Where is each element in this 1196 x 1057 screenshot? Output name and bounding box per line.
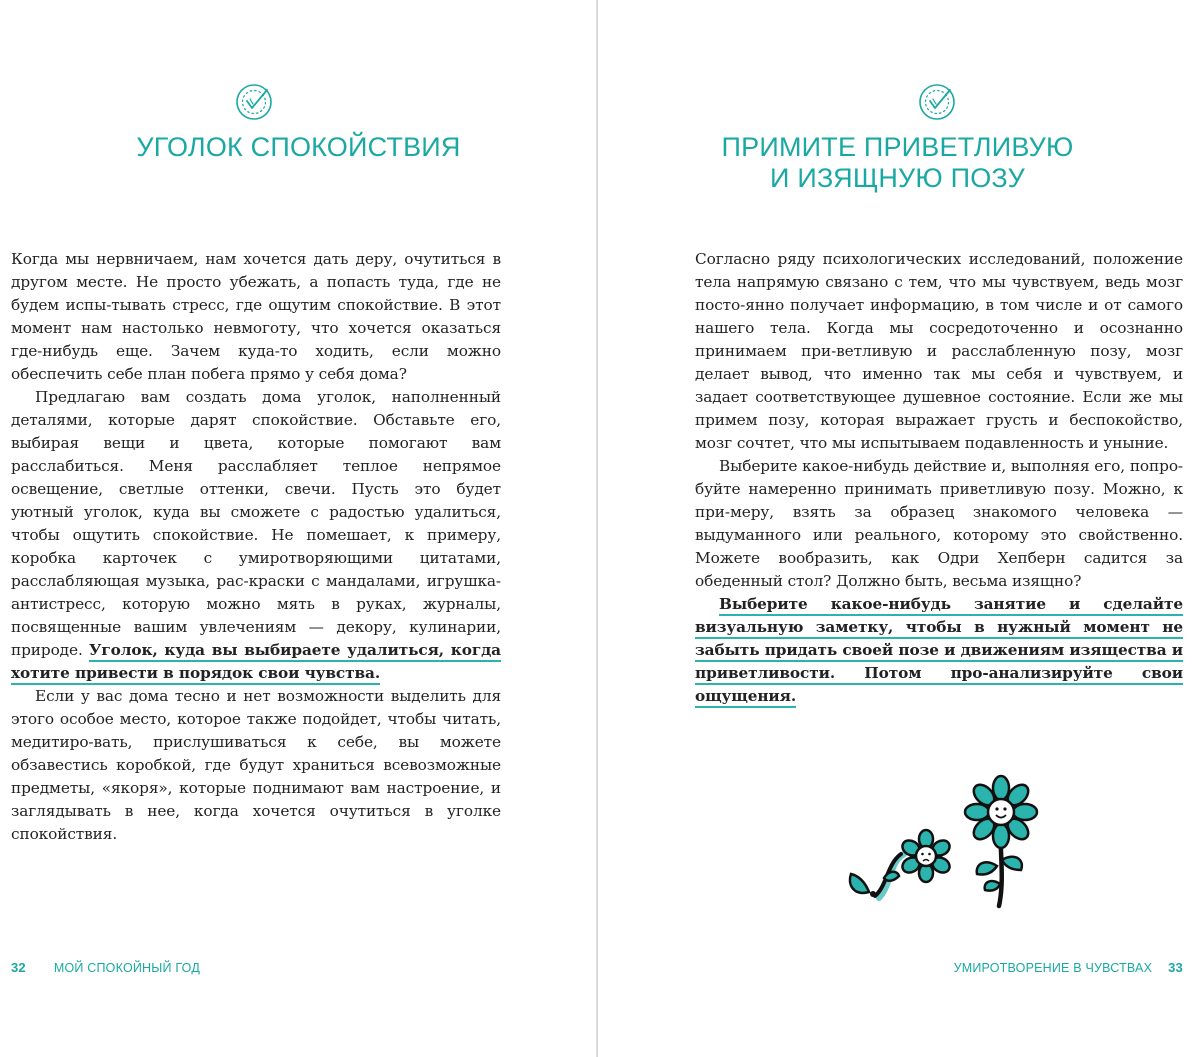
paragraph: Если у вас дома тесно и нет возможности выделить для этого особое место, которое также подойдет, чтобы читать, медитиро-вать, прислушиваться к себе, вы можете обзавестись коробкой, где будут храниться всевозможные предметы, «якоря», которые поднимают вам настроение, и заглядывать в нее, когда хочется очутиться в уголке спокойствия. xyxy=(11,687,501,843)
body-text xyxy=(695,248,1183,708)
left-page xyxy=(0,0,597,1057)
page-title xyxy=(599,132,1196,194)
page-footer xyxy=(954,960,1183,975)
check-circle-icon xyxy=(917,82,957,122)
paragraph: Когда мы нервничаем, нам хочется дать деру, очутиться в другом месте. Не просто убежать, а попасть туда, где не будем испы-тывать стресс, где ощутим спокойствие. В этот момент нам настолько невмоготу, что хочется оказаться где-нибудь еще. Зачем куда-то ходить, если можно обеспечить себе план побега прямо у себя дома? xyxy=(11,250,501,383)
running-title: МОЙ СПОКОЙНЫЙ ГОД xyxy=(53,961,200,975)
page-footer xyxy=(11,960,200,975)
paragraph xyxy=(695,593,1183,708)
title-line: ПРИМИТЕ ПРИВЕТЛИВУЮ xyxy=(721,132,1074,162)
page-number: 33 xyxy=(1168,960,1183,975)
book-gutter xyxy=(596,0,598,1057)
page-number: 32 xyxy=(11,960,26,975)
small-flower-icon xyxy=(850,830,952,898)
paragraph: Согласно ряду психологических исследований, положение тела напрямую связано с тем, что мы чувствуем, ведь мозг посто-янно получает информацию, в том числе и от самого нашего тела. Когда мы сосредоточенно и осознанно принимаем при-ветливую и расслабленную позу, мозг делает вывод, что именно так мы себя и чувствуем, и задает соответствующее душевное состояние. Если же мы примем позу, которая выражает грусть и беспокойство, мозг сочтет, что мы испытываем подавленность и уныние. xyxy=(695,250,1183,452)
paragraph xyxy=(11,386,501,685)
highlighted-tip: Уголок, куда вы выбираете удалиться, когда хотите привести в порядок свои чувства. xyxy=(11,641,501,685)
body-text xyxy=(11,248,501,846)
title-line: И ИЗЯЩНУЮ ПОЗУ xyxy=(770,163,1025,193)
page-title: УГОЛОК СПОКОЙСТВИЯ xyxy=(136,132,461,162)
check-circle-icon xyxy=(234,82,274,122)
running-title: УМИРОТВОРЕНИЕ В ЧУВСТВАХ xyxy=(953,961,1153,975)
tall-flower-icon xyxy=(965,776,1037,906)
right-page xyxy=(599,0,1196,1057)
two-flowers-illustration xyxy=(829,768,1049,918)
highlighted-tip: Выберите какое-нибудь занятие и сделайте визуальную заметку, чтобы в нужный момент не забыть придать своей позе и движениям изящества и приветливости. Потом про-анализируйте свои ощущения. xyxy=(695,595,1183,708)
paragraph: Выберите какое-нибудь действие и, выполняя его, попро-буйте намеренно принимать приветливую позу. Можно, к при-меру, взять за образец знакомого человека — выдуманного или реального, которому это свойственно. Можете вообразить, как Одри Хепберн садится за обеденный стол? Должно быть, весьма изящно? xyxy=(695,457,1183,590)
paragraph-text: Предлагаю вам создать дома уголок, наполненный деталями, которые дарят спокойствие. Обставьте его, выбирая вещи и цвета, которые помогают вам расслабиться. Меня расслабляет теплое непрямое освещение, светлые оттенки, свечи. Пусть это будет уютный уголок, куда вы сможете с радостью удалиться, чтобы ощутить спокойствие. Не помешает, к примеру, коробка карточек с умиротворяющими цитатами, расслабляющая музыка, рас-краски с мандалами, игрушка-антистресс, которую можно мять в руках, журналы, посвященные вашим увлечениям — декору, кулинарии, природе. xyxy=(11,388,501,659)
